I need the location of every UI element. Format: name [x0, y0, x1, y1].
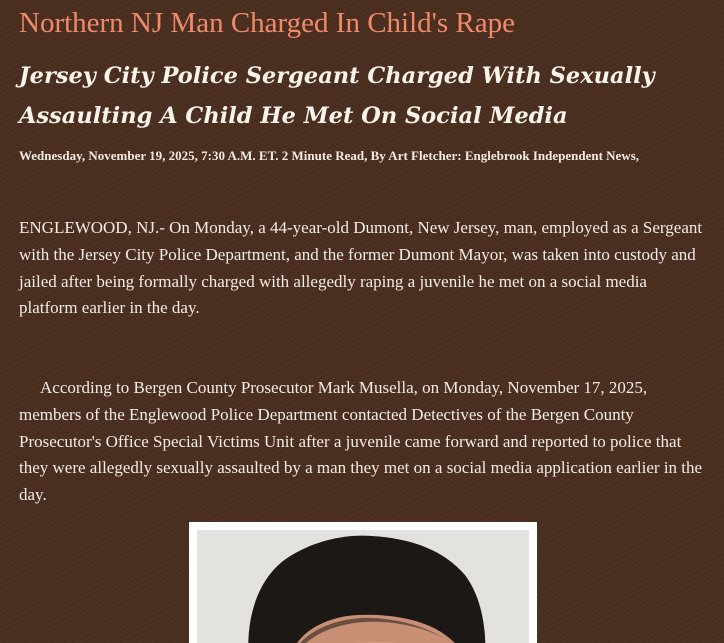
article-paragraph: ENGLEWOOD, NJ.- On Monday, a 44-year-old Dumont, New Jersey, man, employed as a Sergeant with the Jersey City Police Department, and the former Dumont Mayor, was taken into custody and jailed after being formally charged with allegedly raping a juvenile he met on a social media platform earlier in the day.: [19, 218, 703, 318]
article-headline: Northern NJ Man Charged In Child's Rape: [19, 7, 516, 39]
mugshot-image: [197, 530, 529, 643]
mugshot-photo: [197, 530, 529, 643]
article-byline: Wednesday, November 19, 2025, 7:30 A.M. ET. 2 Minute Read, By Art Fletcher: Englebrook Independent News,: [19, 148, 640, 163]
article-paragraph: According to Bergen County Prosecutor Mark Musella, on Monday, November 17, 2025, members of the Englewood Police Department contacted Detectives of the Bergen County Prosecutor's Office Special Victims Unit after a juvenile came forward and reported to police that they were allegedly sexually assaulted by a man they met on a social media application earlier in the day.: [19, 378, 703, 505]
mugshot-photo-frame: [189, 522, 537, 643]
article-subheadline: Jersey City Police Sergeant Charged With Sexually Assaulting A Child He Met On Social Media: [19, 63, 655, 129]
